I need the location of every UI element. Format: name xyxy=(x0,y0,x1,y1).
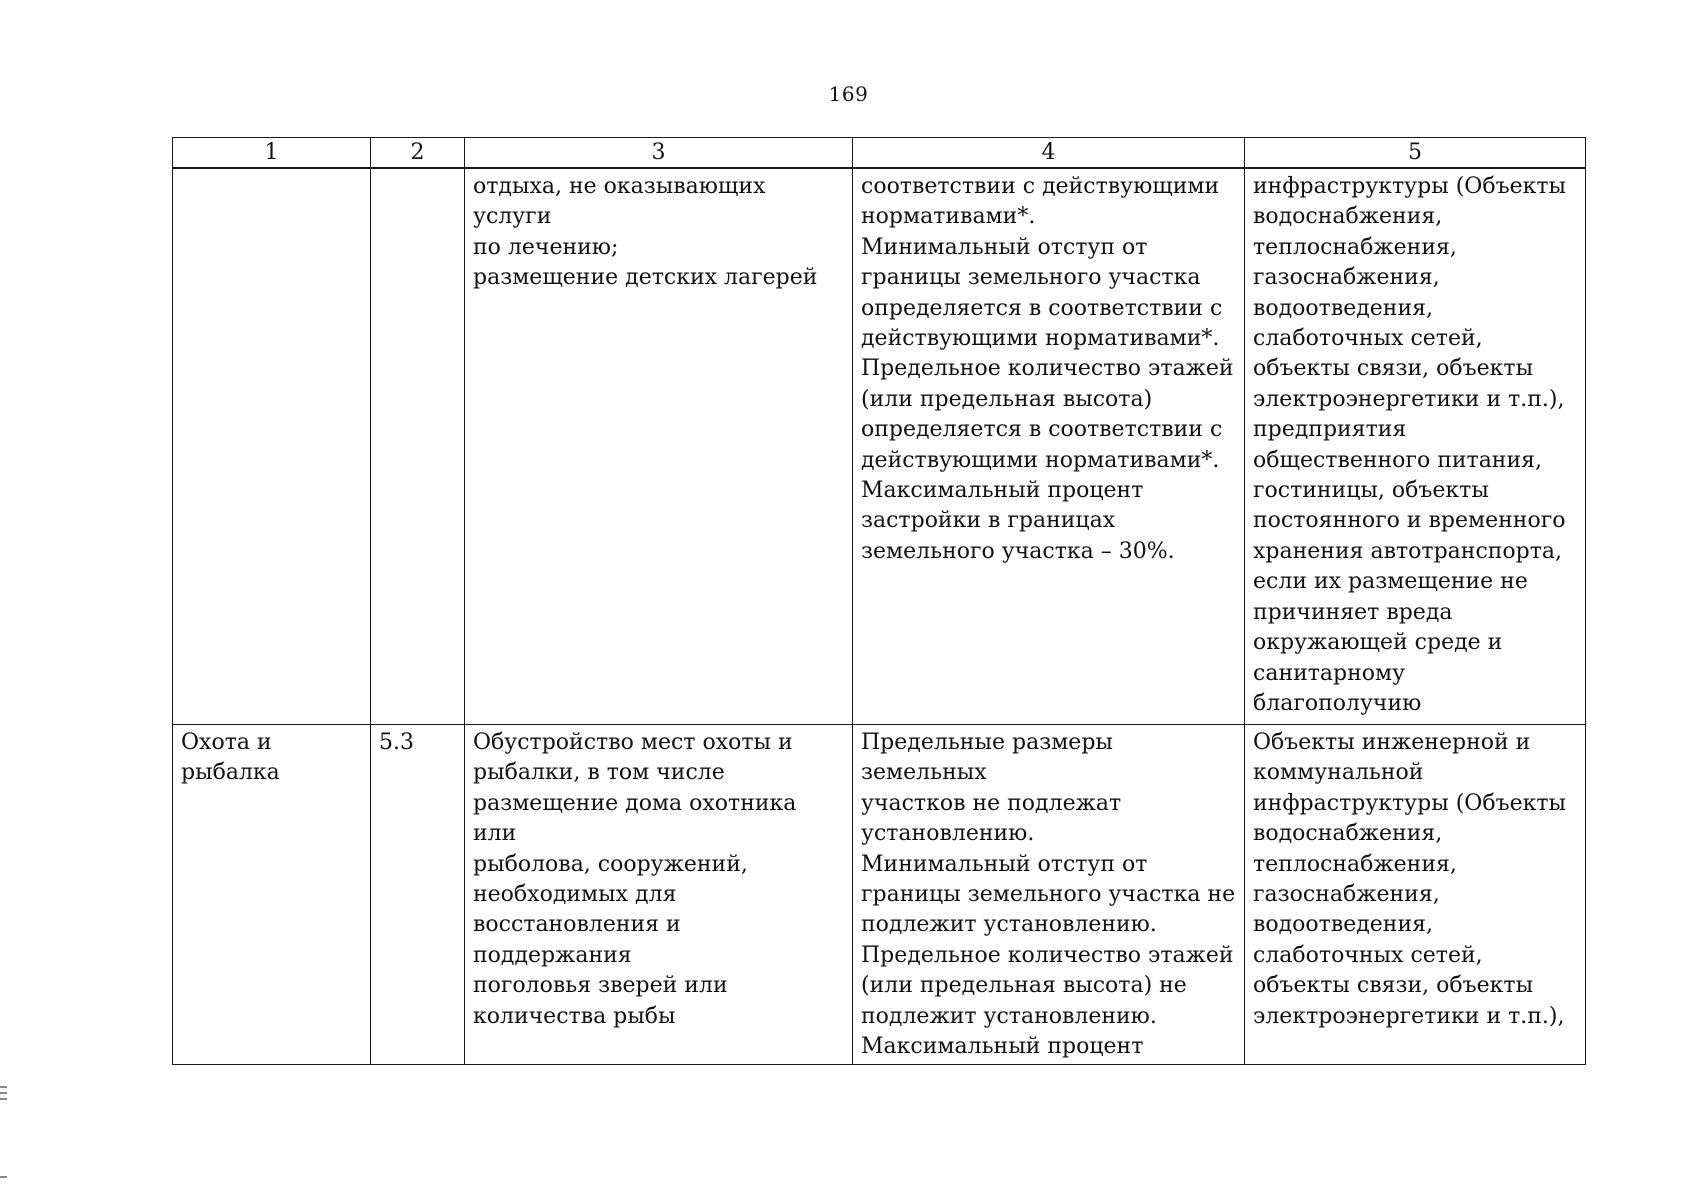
scan-artifact-mark xyxy=(0,1176,7,1178)
table-cell-description: отдыха, не оказывающих услуги по лечению; размещение детских лагерей xyxy=(465,168,853,725)
table-cell-auxiliary-uses: Объекты инженерной и коммунальной инфраструктуры (Объекты водоснабжения, теплоснабжения, газоснабжения, водоотведения, слаботочных сетей, объекты связи, объекты электроэнергетики и т.п.), xyxy=(1245,725,1586,1065)
scan-artifact-mark xyxy=(0,1086,7,1088)
table-row xyxy=(173,725,1586,1065)
header-col-1: 1 xyxy=(173,138,371,169)
scan-artifact-mark xyxy=(0,1098,7,1100)
table-cell-use-name: Охота и рыбалка xyxy=(173,725,371,1065)
regulations-table xyxy=(172,137,1586,1065)
table-cell-auxiliary-uses: инфраструктуры (Объекты водоснабжения, теплоснабжения, газоснабжения, водоотведения, слаботочных сетей, объекты связи, объекты электроэнергетики и т.п.), предприятия общественного питания, гостиницы, объекты постоянного и временного хранения автотранспорта, если их размещение не причиняет вреда окружающей среде и санитарному благополучию xyxy=(1245,168,1586,725)
page-number: 169 xyxy=(828,82,869,106)
table-cell-parameters: Предельные размеры земельных участков не подлежат установлению. Минимальный отступ от границы земельного участка не подлежит установлению. Предельное количество этажей (или предельная высота) не подлежит установлению. Максимальный процент xyxy=(853,725,1245,1065)
table-cell-code xyxy=(371,168,465,725)
table-cell-description: Обустройство мест охоты и рыбалки, в том числе размещение дома охотника или рыболова, сооружений, необходимых для восстановления и поддержания поголовья зверей или количества рыбы xyxy=(465,725,853,1065)
scan-artifact-mark xyxy=(0,1092,7,1094)
header-col-5: 5 xyxy=(1245,138,1586,169)
header-col-4: 4 xyxy=(853,138,1245,169)
header-col-3: 3 xyxy=(465,138,853,169)
table-cell-use-name xyxy=(173,168,371,725)
table-cell-code: 5.3 xyxy=(371,725,465,1065)
table-header-row xyxy=(173,138,1586,169)
header-col-2: 2 xyxy=(371,138,465,169)
table-cell-parameters: соответствии с действующими нормативами*. Минимальный отступ от границы земельного участка определяется в соответствии с действующими нормативами*. Предельное количество этажей (или предельная высота) определяется в соответствии с действующими нормативами*. Максимальный процент застройки в границах земельного участка – 30%. xyxy=(853,168,1245,725)
table-row xyxy=(173,168,1586,725)
